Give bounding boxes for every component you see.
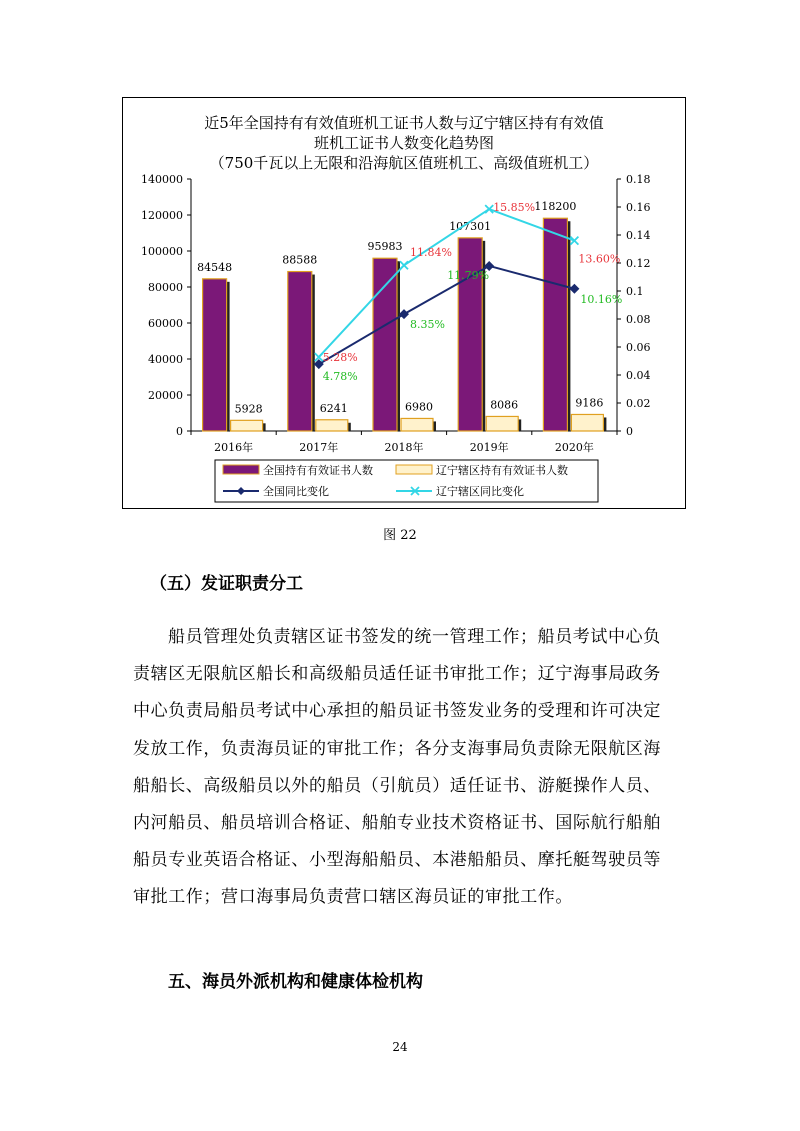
bar-national	[458, 238, 482, 431]
right-axis-tick-label: 0.18	[626, 173, 651, 186]
x-axis-category-label: 2020年	[554, 441, 594, 454]
chapter-heading: 五、海员外派机构和健康体检机构	[168, 972, 423, 992]
bar-liaoning	[401, 418, 433, 431]
line-national-yoy-label: 4.78%	[322, 370, 358, 384]
bar-liaoning	[486, 416, 518, 431]
paragraph-line: 船船长、高级船员以外的船员（引航员）适任证书、游艇操作人员、	[133, 775, 661, 796]
right-axis-tick-label: 0.14	[626, 229, 651, 242]
left-axis-tick-label: 20000	[148, 389, 183, 402]
legend-label: 辽宁辖区同比变化	[436, 485, 524, 498]
chart-title-line: 近5年全国持有有效值班机工证书人数与辽宁辖区持有有效值	[204, 114, 604, 132]
bar-national-value-label: 118200	[534, 200, 577, 214]
paragraph-line: 审批工作；营口海事局负责营口辖区海员证的审批工作。	[133, 887, 573, 908]
legend-label: 全国持有有效证书人数	[263, 464, 373, 477]
line-liaoning-yoy-label: 11.84%	[410, 246, 452, 260]
bar-liaoning	[316, 420, 348, 431]
paragraph-line: 中心负责局船员考试中心承担的船员证书签发业务的受理和许可决定	[133, 701, 661, 722]
legend-swatch-liaoning-bar	[396, 465, 432, 474]
bar-liaoning-value-label: 8086	[490, 398, 519, 412]
chart-frame	[122, 97, 686, 509]
paragraph	[133, 619, 690, 917]
page-number: 24	[392, 1040, 408, 1054]
paragraph-line: 发放工作，负责海员证的审批工作；各分支海事局负责除无限航区海	[133, 738, 661, 759]
bar-national	[543, 218, 567, 431]
bar-liaoning-value-label: 6241	[319, 401, 348, 415]
bar-national-value-label: 88588	[282, 253, 318, 267]
x-axis-category-label: 2016年	[214, 441, 254, 454]
right-axis-tick-label: 0.08	[626, 313, 651, 326]
left-axis-tick-label: 0	[176, 425, 183, 438]
line-national-yoy-point	[399, 309, 409, 319]
paragraph-line: 责辖区无限航区船长和高级船员适任证书审批工作；辽宁海事局政务	[133, 664, 661, 685]
left-axis-tick-label: 80000	[148, 281, 183, 294]
line-liaoning-yoy	[319, 209, 575, 357]
bar-liaoning-value-label: 9186	[575, 396, 604, 410]
legend-swatch-national-bar	[223, 465, 259, 474]
bar-liaoning-value-label: 5928	[234, 402, 263, 416]
x-axis-category-label: 2018年	[384, 441, 424, 454]
bar-liaoning	[571, 414, 603, 431]
bar-national	[203, 279, 227, 431]
right-axis-tick-label: 0.06	[626, 341, 651, 354]
left-axis-tick-label: 60000	[148, 317, 183, 330]
right-axis-tick-label: 0.02	[626, 397, 651, 410]
left-axis-tick-label: 100000	[141, 245, 183, 258]
line-national-yoy-label: 10.16%	[580, 292, 623, 306]
bar-national	[288, 272, 312, 431]
right-axis-tick-label: 0	[626, 425, 633, 438]
x-axis-category-label: 2017年	[299, 441, 339, 454]
left-axis-tick-label: 140000	[141, 173, 183, 186]
chart-title-line: （750千瓦以上无限和沿海航区值班机工、高级值班机工）	[209, 154, 599, 172]
right-axis-tick-label: 0.12	[626, 257, 651, 270]
right-axis-tick-label: 0.1	[626, 285, 644, 298]
legend-label: 辽宁辖区持有有效证书人数	[436, 464, 568, 477]
left-axis-tick-label: 120000	[141, 209, 183, 222]
bar-liaoning	[231, 420, 263, 431]
paragraph-line: 船员专业英语合格证、小型海船船员、本港船船员、摩托艇驾驶员等	[133, 850, 661, 871]
paragraph-line: 内河船员、船员培训合格证、船舶专业技术资格证书、国际航行船舶	[133, 812, 661, 833]
bar-national-value-label: 107301	[449, 219, 492, 233]
right-axis-tick-label: 0.16	[626, 201, 651, 214]
line-national-yoy-label: 11.79%	[447, 268, 490, 282]
section-heading: （五）发证职责分工	[150, 574, 303, 594]
bar-national-value-label: 84548	[197, 260, 233, 274]
figure-caption: 图 22	[383, 528, 417, 543]
chart-title-line: 班机工证书人数变化趋势图	[313, 134, 495, 152]
legend-label: 全国同比变化	[263, 485, 329, 498]
line-liaoning-yoy-label: 13.60%	[578, 252, 621, 266]
trend-chart	[123, 98, 685, 508]
bar-liaoning-value-label: 6980	[405, 400, 433, 414]
bar-national	[373, 258, 397, 431]
line-liaoning-yoy-label: 5.28%	[322, 351, 358, 365]
right-axis-tick-label: 0.04	[626, 369, 651, 382]
left-axis-tick-label: 40000	[148, 353, 183, 366]
paragraph-line: 船员管理处负责辖区证书签发的统一管理工作；船员考试中心负	[168, 627, 661, 647]
x-axis-category-label: 2019年	[469, 441, 509, 454]
line-national-yoy-label: 8.35%	[410, 318, 445, 332]
line-national-yoy-point	[569, 284, 579, 294]
line-liaoning-yoy-point	[400, 261, 408, 269]
bar-national-value-label: 95983	[367, 240, 403, 254]
line-liaoning-yoy-label: 15.85%	[493, 201, 536, 215]
